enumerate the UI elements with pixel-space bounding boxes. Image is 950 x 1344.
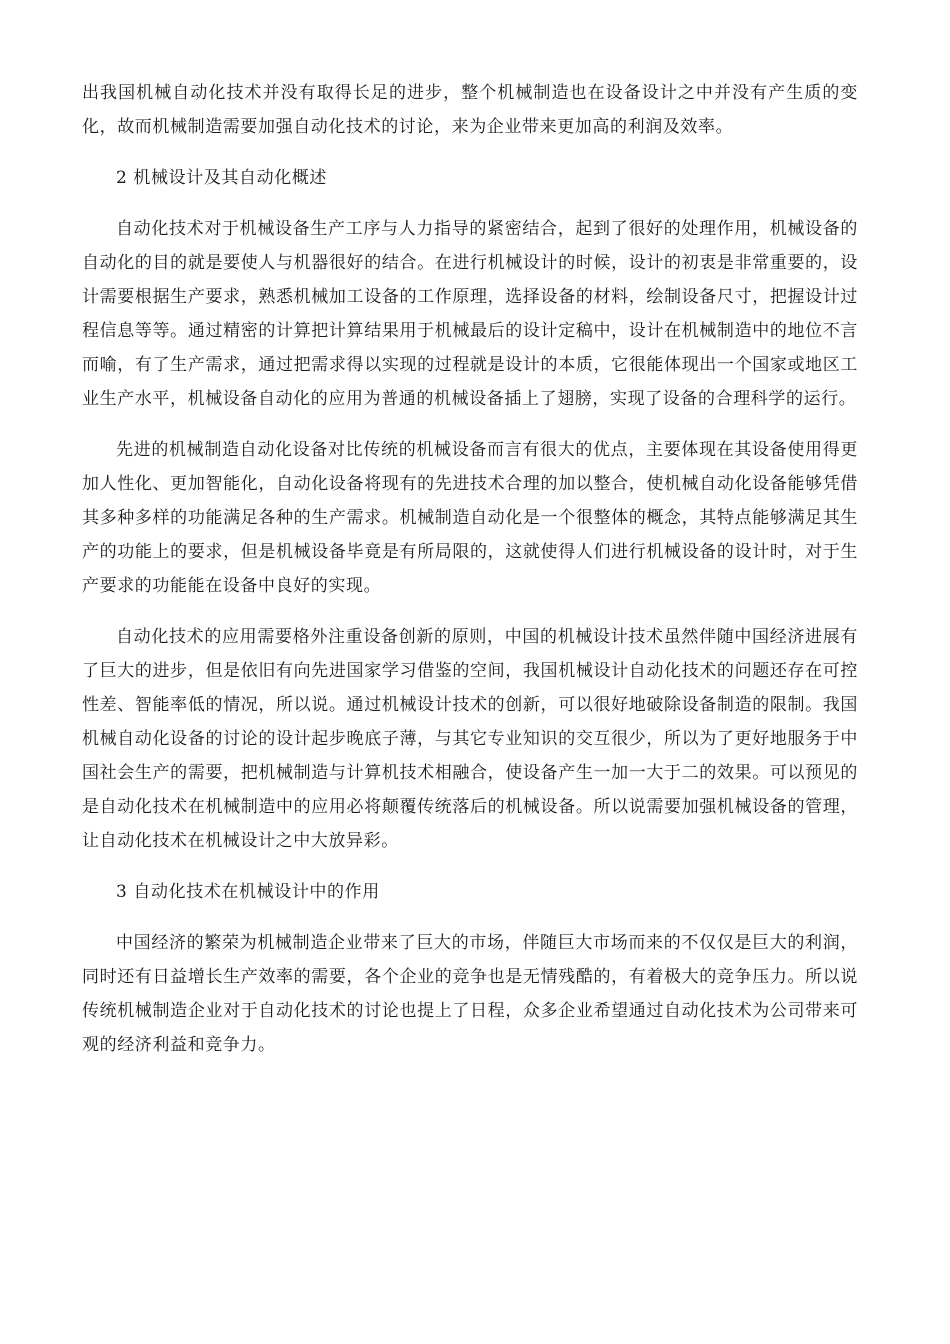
section-heading-3: 3 自动化技术在机械设计中的作用 (116, 882, 380, 902)
section-heading-2: 2 机械设计及其自动化概述 (116, 168, 328, 188)
paragraph-2: 先进的机械制造自动化设备对比传统的机械设备而言有很大的优点，主要体现在其设备使用得更加人性化、更加智能化，自动化设备将现有的先进技术合理的加以整合，使机械自动化设备能够凭借其多种多样的功能满足各种的生产需求。机械制造自动化是一个很整体的概念，其特点能够满足其生产的功能上的要求，但是机械设备毕竟是有所局限的，这就使得人们进行机械设备的设计时，对于生产要求的功能能在设备中良好的实现。 (82, 440, 858, 596)
paragraph-1: 自动化技术对于机械设备生产工序与人力指导的紧密结合，起到了很好的处理作用，机械设备的自动化的目的就是要使人与机器很好的结合。在进行机械设计的时候，设计的初衷是非常重要的，设计需要根据生产要求，熟悉机械加工设备的工作原理，选择设备的材料，绘制设备尺寸，把握设计过程信息等等。通过精密的计算把计算结果用于机械最后的设计定稿中，设计在机械制造中的地位不言而喻，有了生产需求，通过把需求得以实现的过程就是设计的本质，它很能体现出一个国家或地区工业生产水平，机械设备自动化的应用为普通的机械设备插上了翅膀，实现了设备的合理科学的运行。 (82, 219, 858, 409)
document-page (82, 76, 858, 1079)
paragraph-4: 中国经济的繁荣为机械制造企业带来了巨大的市场，伴随巨大市场而来的不仅仅是巨大的利润，同时还有日益增长生产效率的需要，各个企业的竞争也是无情残酷的，有着极大的竞争压力。所以说传统机械制造企业对于自动化技术的讨论也提上了日程，众多企业希望通过自动化技术为公司带来可观的经济利益和竞争力。 (82, 933, 858, 1055)
paragraph-3: 自动化技术的应用需要格外注重设备创新的原则，中国的机械设计技术虽然伴随中国经济进展有了巨大的进步，但是依旧有向先进国家学习借鉴的空间，我国机械设计自动化技术的问题还存在可控性差、智能率低的情况，所以说。通过机械设计技术的创新，可以很好地破除设备制造的限制。我国机械自动化设备的讨论的设计起步晚底子薄，与其它专业知识的交互很少，所以为了更好地服务于中国社会生产的需要，把机械制造与计算机技术相融合，使设备产生一加一大于二的效果。可以预见的是自动化技术在机械制造中的应用必将颠覆传统落后的机械设备。所以说需要加强机械设备的管理，让自动化技术在机械设计之中大放异彩。 (82, 627, 858, 851)
paragraph-continued: 出我国机械自动化技术并没有取得长足的进步，整个机械制造也在设备设计之中并没有产生质的变化，故而机械制造需要加强自动化技术的讨论，来为企业带来更加高的利润及效率。 (82, 83, 858, 137)
